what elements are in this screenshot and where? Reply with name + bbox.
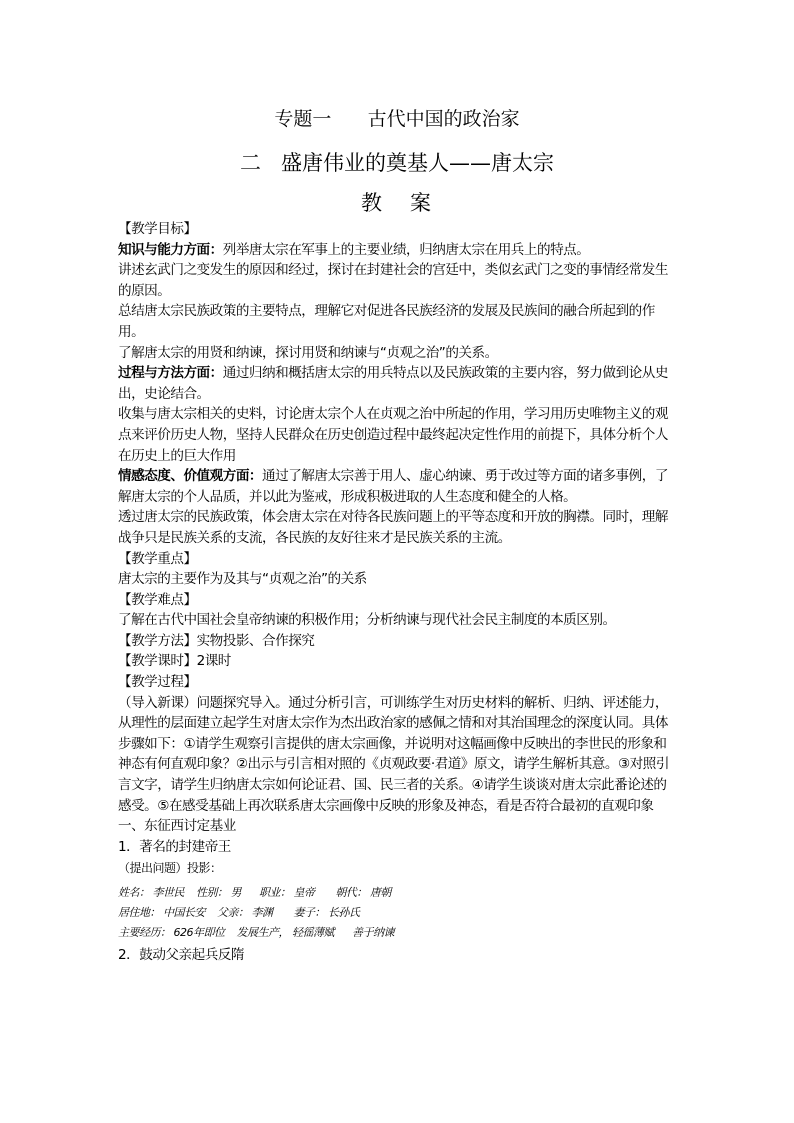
hours-text: 2课时 [196,653,231,670]
item-heading-2: 2．鼓动父亲起兵反隋 [118,947,244,964]
section-heading: 一、东征西讨定基业 [118,818,236,835]
focus-text: 唐太宗的主要作为及其与“贞观之治”的关系 [118,571,367,588]
item-heading: 1．著名的封建帝王 [118,838,231,855]
goals-heading: 【教学目标】 [118,221,197,237]
difficulty-heading: 【教学难点】 [118,591,197,608]
knowledge-paragraph-4: 了解唐太宗的用贤和纳谏，探讨用贤和纳谏与“贞观之治”的关系。 [118,344,498,361]
process-text: 通过归纳和概括唐太宗的用兵特点以及民族政策的主要内容，努力做到论从史出，史论结合。 [118,365,668,402]
difficulty-text: 了解在古代中国社会皇帝纳谏的积极作用；分析纳谏与现代社会民主制度的本质区别。 [118,612,616,629]
info-line: 居住地： 中国长安 父亲： 李渊 妻子： 长孙氏 [118,906,360,920]
knowledge-paragraph [118,240,678,261]
process-paragraph [118,363,678,404]
info-line: 主要经历： 626年即位 发展生产， 轻徭薄赋 善于纳谏 [118,926,394,940]
knowledge-text: 列举唐太宗在军事上的主要业绩，归纳唐太宗在用兵上的特点。 [222,241,590,258]
process-label: 过程与方法方面： [118,365,223,382]
lesson-title: 二 盛唐伟业的奠基人——唐太宗 [239,151,555,175]
process-heading: 【教学过程】 [118,674,197,691]
info-line: 姓名： 李世民 性别： 男 职业： 皇帝 朝代： 唐朝 [118,886,391,900]
knowledge-paragraph-2: 讲述玄武门之变发生的原因和经过，探讨在封建社会的宫廷中，类似玄武门之变的事情经常发生的原因。 [118,262,668,299]
method-line [118,631,678,652]
projection-label: （提出问题）投影： [118,861,222,876]
method-heading: 【教学方法】 [118,632,197,649]
emotion-paragraph [118,466,678,507]
emperor-info-card [118,883,678,943]
topic-title: 专题一 古代中国的政治家 [274,108,520,130]
emotion-text: 通过了解唐太宗善于用人、虚心纳谏、勇于改过等方面的诸多事例，了解唐太宗的个人品质，并以此为鉴戒，形成积极进取的人生态度和健全的人格。 [118,468,668,505]
document-body [118,219,678,966]
hours-heading: 【教学课时】 [118,653,197,670]
emotion-paragraph-2: 透过唐太宗的民族政策，体会唐太宗在对待各民族问题上的平等态度和开放的胸襟。同时，理解战争只是民族关系的支流，各民族的友好往来才是民族关系的主流。 [118,509,668,546]
hours-line [118,651,678,672]
process-paragraph-2: 收集与唐太宗相关的史料，讨论唐太宗个人在贞观之治中所起的作用，学习用历史唯物主义的观点来评价历史人物，坚持人民群众在历史创造过程中最终起决定性作用的前提下，具体分析个人在历史上的巨大作用 [118,406,668,464]
emotion-label: 情感态度、价值观方面： [118,468,263,485]
method-text: 实物投影、合作探究 [196,632,315,649]
focus-heading: 【教学重点】 [118,550,197,567]
intro-paragraph: （导入新课）问题探究导入。通过分析引言，可训练学生对历史材料的解析、归纳、评述能力，从理性的层面建立起学生对唐太宗作为杰出政治家的感佩之情和对其治国理念的深度认同。具体步骤如下：①请学生观察引言提供的唐太宗画像，并说明对这幅画像中反映出的李世民的形象和神态有何直观印象？②出示与引言相对照的《贞观政要·君道》原文，请学生解析其意。③对照引言文字，请学生归纳唐太宗如何论证君、国、民三者的关系。④请学生谈谈对唐太宗此番论述的感受。⑤在感受基础上再次联系唐太宗画像中反映的形象及神态，看是否符合最初的直观印象 [118,694,669,814]
knowledge-paragraph-3: 总结唐太宗民族政策的主要特点，理解它对促进各民族经济的发展及民族间的融合所起到的作用。 [118,303,655,340]
knowledge-label: 知识与能力方面： [118,241,223,258]
doc-type-title: 教 案 [360,191,434,215]
